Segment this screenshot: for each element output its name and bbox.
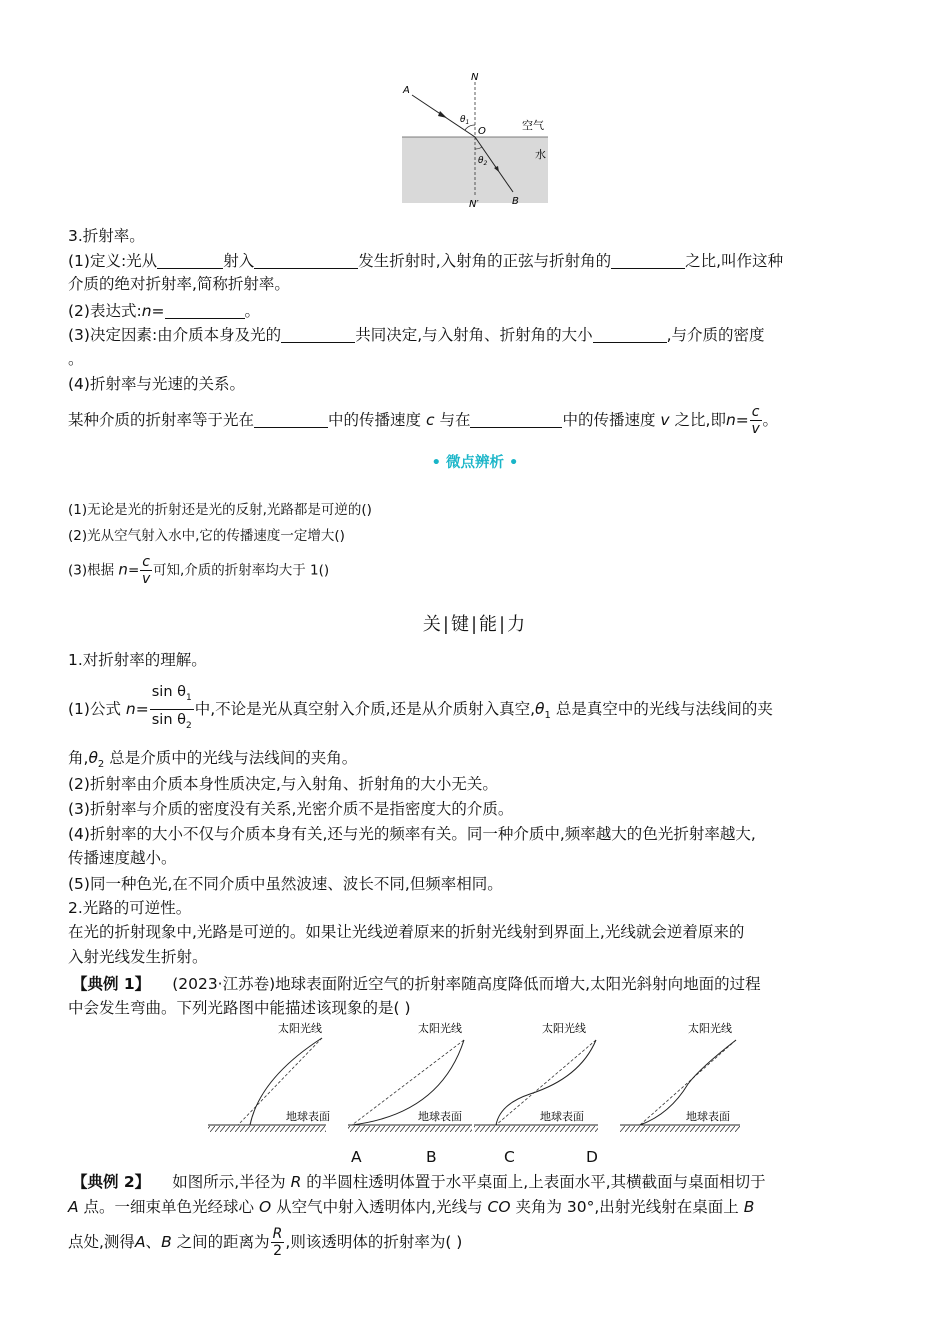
sun-ray-label-c: 太阳光线 [542,1022,586,1035]
sec3-definition: (1)定义:光从 射入 发生折射时,入射角的正弦与折射角的 之比,叫作这种 [68,252,784,270]
key-point-4-line2: 传播速度越小。 [68,849,177,867]
weidian-item-1: (1)无论是光的折射还是光的反射,光路都是可逆的() [68,502,372,518]
sun-ray-label-a: 太阳光线 [278,1022,322,1035]
sec3-speed-title: (4)折射率与光速的关系。 [68,375,245,393]
key-point-4: (4)折射率的大小不仅与介质本身有关,还与光的频率有关。同一种介质中,频率越大的色光折射率越大, [68,825,756,843]
option-c-diagram [474,1021,598,1132]
example2-text-line2: A 点。一细束单色光经球心 O 从空气中射入透明体内,光线与 CO 夹角为 30°,出射光线射在桌面上 B [68,1198,755,1216]
label-B: B [512,196,519,207]
option-b-diagram [348,1021,472,1132]
option-d-label: D [586,1148,598,1166]
key-ability-heading: 关|键|能|力 [422,614,528,635]
surface-label-b: 地球表面 [418,1110,462,1123]
weidian-item-3: (3)根据 n= $\frac{c}{v}$ 可知,介质的折射率均大于 1() [68,554,330,587]
item3-fraction: $\frac{c}{v}$ [141,554,151,587]
label-A: A [403,85,410,96]
sec3-title: 3.折射率。 [68,227,145,245]
refraction-diagram [395,70,555,210]
key-topic-1: 1.对折射率的理解。 [68,651,207,669]
option-d-diagram [620,1021,740,1132]
example2-text-line3: 点处,测得A、B 之间的距离为 $\frac{R}{2}$ ,则该透明体的折射率为( ) [68,1226,463,1259]
example1-text-line2: 中会发生弯曲。下列光路图中能描述该现象的是( ) [68,999,411,1017]
option-a-diagram [208,1021,330,1132]
label-O: O [478,126,486,137]
sec3-definition-line2: 介质的绝对折射率,简称折射率。 [68,275,290,293]
key-point-6: 在光的折射现象中,光路是可逆的。如果让光线逆着原来的折射光线射到界面上,光线就会逆着原来的 [68,923,745,941]
label-water: 水 [535,148,546,161]
example2-text: 【典例 2】 如图所示,半径为 R 的半圆柱透明体置于水平桌面上,上表面水平,其横截面与桌面相切于 [72,1173,766,1191]
ground-hatch-c [474,1126,598,1132]
label-N-prime: N′ [469,199,479,210]
example2-tag: 【典例 2】 [72,1173,151,1191]
key-point-3: (3)折射率与介质的密度没有关系,光密介质不是指密度大的介质。 [68,800,514,818]
ground-hatch-a [208,1126,326,1132]
option-c-label: C [504,1148,515,1166]
surface-label-c: 地球表面 [540,1110,584,1123]
example1-text: 【典例 1】 (2023·江苏卷)地球表面附近空气的折射率随高度降低而增大,太阳光斜射向地面的过程 [72,975,761,993]
label-theta2: $\theta_2$ [478,156,488,167]
example1-options-figure [200,1018,760,1136]
weidian-item-2: (2)光从空气射入水中,它的传播速度一定增大() [68,528,345,544]
sec3-expression: (2)表达式:n= 。 [68,302,261,320]
incident-arrow [438,111,447,118]
sun-ray-label-b: 太阳光线 [418,1022,462,1035]
surface-label-a: 地球表面 [286,1110,330,1123]
label-theta1: $\theta_1$ [460,115,470,126]
option-a-label: A [351,1148,362,1166]
sun-ray-label-d: 太阳光线 [688,1022,732,1035]
key-point-2: (2)折射率由介质本身性质决定,与入射角、折射角的大小无关。 [68,775,498,793]
sec3-speed-relation: 某种介质的折射率等于光在 中的传播速度 c 与在 中的传播速度 v 之比,即n= $\frac{c}{v}$ 。 [68,404,779,437]
key-point-6-line2: 入射光线发生折射。 [68,948,208,966]
example1-tag: 【典例 1】 [72,975,151,993]
c-over-v-fraction: $\frac{c}{v}$ [751,404,760,437]
ground-hatch-b [348,1126,472,1132]
key-topic-2: 2.光路的可逆性。 [68,899,192,917]
surface-label-d: 地球表面 [686,1110,730,1123]
sec3-factors: (3)决定因素:由介质本身及光的 共同决定,与入射角、折射角的大小 ,与介质的密度 [68,326,765,344]
key-point-1-line2: 角$,\theta_2$ 总是介质中的光线与法线间的夹角。 [68,749,358,771]
key-point-1: (1)公式 n= $\frac{\sin \theta_1}{\sin \theta_2}$ 中,不论是光从真空射入介质,还是从介质射入真空$,\theta_1$ 总是真空中的光线与法线间的夹 [68,682,773,737]
ground-hatch-d [620,1126,740,1132]
weidian-title: • 微点辨析 • [431,455,519,471]
label-N: N [471,72,479,83]
sec3-factors-line2: 。 [68,350,84,368]
label-air: 空气 [522,119,544,132]
sine-ratio-fraction: $\frac{\sin \theta_1}{\sin \theta_2}$ [151,684,192,731]
key-point-5: (5)同一种色光,在不同介质中虽然波速、波长不同,但频率相同。 [68,875,503,893]
option-b-label: B [426,1148,437,1166]
r-over-2-fraction: $\frac{R}{2}$ [272,1226,283,1259]
